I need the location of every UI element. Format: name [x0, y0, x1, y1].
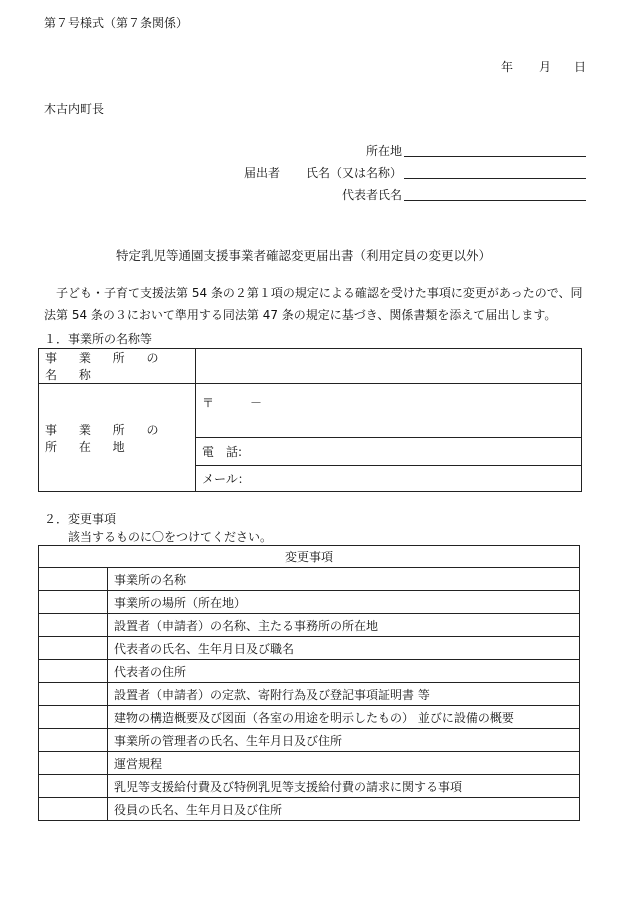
- mail-label: メール：: [202, 472, 250, 486]
- check-cell[interactable]: [39, 752, 108, 775]
- document-title: 特定乳児等通園支援事業者確認変更届出書（利用定員の変更以外）: [116, 248, 492, 263]
- mail-field[interactable]: [196, 466, 582, 492]
- representative-label: 代表者氏名: [342, 188, 403, 202]
- change-item: 乳児等支援給付費及び特例乳児等支援給付費の請求に関する事項: [108, 775, 580, 798]
- change-item: 事業所の場所（所在地）: [108, 591, 580, 614]
- check-cell[interactable]: [39, 798, 108, 821]
- address-line[interactable]: [404, 156, 586, 157]
- body-paragraph: 子ども・子育て支援法第 54 条の２第１項の規定による確認を受けた事項に変更があったので、同法第 54 条の３において準用する同法第 47 条の規定に基づき、関係書類を添えて届出します。: [44, 286, 583, 322]
- address-label: 所在地: [366, 144, 403, 158]
- change-item: 代表者の住所: [108, 660, 580, 683]
- change-item: 設置者（申請者）の定款、寄附行為及び登記事項証明書 等: [108, 683, 580, 706]
- representative-line[interactable]: [404, 200, 586, 201]
- section1-heading: １．事業所の名称等: [44, 332, 153, 346]
- change-items-header: 変更事項: [39, 546, 580, 568]
- facility-table: [38, 348, 582, 492]
- name-line[interactable]: [404, 178, 586, 179]
- change-item: 設置者（申請者）の名称、主たる事務所の所在地: [108, 614, 580, 637]
- change-item: 代表者の氏名、生年月日及び職名: [108, 637, 580, 660]
- date-day-label: 日: [574, 60, 587, 74]
- change-item: 事業所の管理者の氏名、生年月日及び住所: [108, 729, 580, 752]
- check-cell[interactable]: [39, 706, 108, 729]
- facility-name-field[interactable]: [196, 349, 582, 384]
- facility-address-label: 事 業 所 の 所 在 地: [39, 384, 196, 492]
- section2-instruction: 該当するものに〇をつけてください。: [68, 530, 273, 544]
- check-cell[interactable]: [39, 591, 108, 614]
- form-number: 第７号様式（第７条関係）: [44, 16, 189, 30]
- phone-label: 電 話:: [202, 445, 243, 459]
- name-label: 氏名（又は名称）: [306, 166, 403, 180]
- check-cell[interactable]: [39, 729, 108, 752]
- check-cell[interactable]: [39, 660, 108, 683]
- check-cell[interactable]: [39, 614, 108, 637]
- postal-label: 〒 －: [202, 396, 263, 410]
- postal-field[interactable]: [196, 384, 582, 438]
- change-item: 役員の氏名、生年月日及び住所: [108, 798, 580, 821]
- change-item: 運営規程: [108, 752, 580, 775]
- check-cell[interactable]: [39, 775, 108, 798]
- check-cell[interactable]: [39, 683, 108, 706]
- date-month-label: 月: [539, 60, 552, 74]
- change-item: 事業所の名称: [108, 568, 580, 591]
- check-cell[interactable]: [39, 637, 108, 660]
- check-cell[interactable]: [39, 568, 108, 591]
- section2-heading: ２．変更事項: [44, 512, 117, 526]
- facility-name-label: 事 業 所 の 名 称: [39, 349, 196, 384]
- applicant-role-label: 届出者: [244, 166, 281, 180]
- date-year-label: 年: [501, 60, 514, 74]
- phone-field[interactable]: [196, 438, 582, 466]
- change-items-table: [38, 545, 580, 821]
- addressee: 木古内町長: [44, 102, 105, 116]
- change-item: 建物の構造概要及び図面（各室の用途を明示したもの） 並びに設備の概要: [108, 706, 580, 729]
